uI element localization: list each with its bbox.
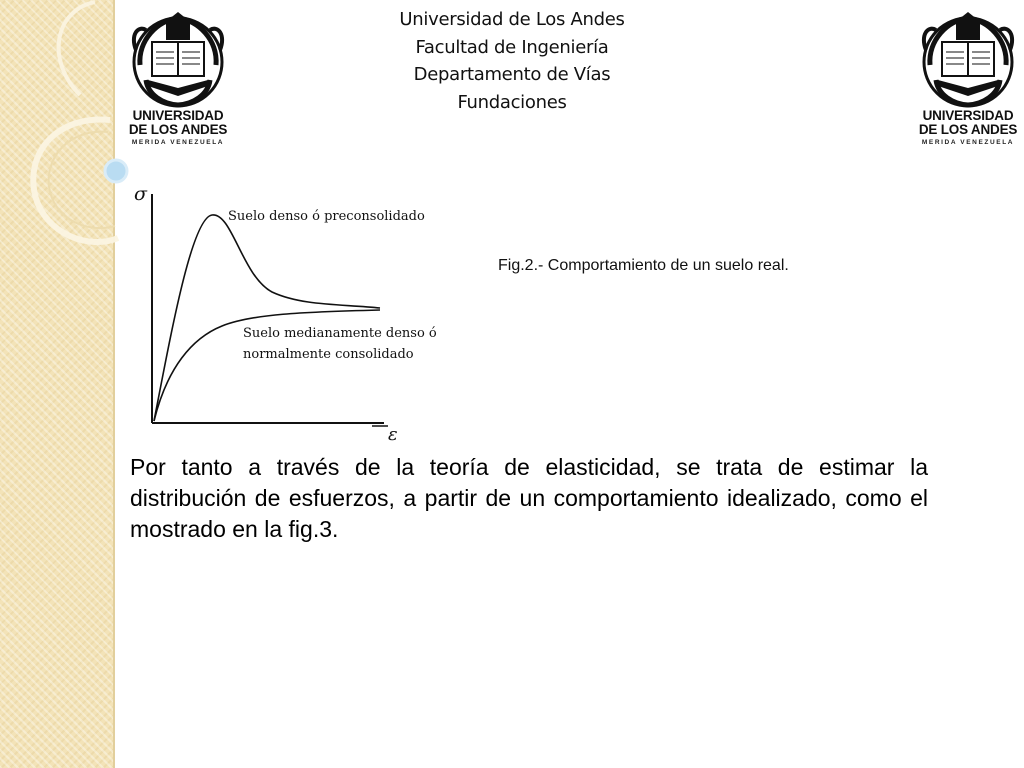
logo-line1: UNIVERSIDAD: [922, 108, 1014, 123]
logo-line3: MERIDA VENEZUELA: [921, 139, 1015, 146]
decorative-arcs: [0, 0, 140, 260]
logo-line2: DE LOS ANDES: [918, 122, 1018, 137]
accent-dot: [105, 160, 127, 182]
header-course: Fundaciones: [457, 91, 567, 113]
curve-medium-label-line1: Suelo medianamente denso ó: [243, 326, 437, 341]
header-university: Universidad de Los Andes: [399, 9, 625, 30]
curve-dense-label: Suelo denso ó preconsolidado: [228, 209, 425, 224]
logo-line3: MERIDA VENEZUELA: [131, 139, 225, 146]
y-axis-label: σ: [134, 183, 147, 205]
figure-caption: Fig.2.- Comportamiento de un suelo real.: [498, 257, 789, 274]
body-paragraph: Por tanto a través de la teoría de elasticidad, se trata de estimar la distribución de esfuerzos, a partir de un comportamiento idealizado, como el mostrado en la fig.3.: [130, 454, 928, 542]
logo-line2: DE LOS ANDES: [128, 122, 228, 137]
slide-header: [330, 6, 694, 116]
university-seal-icon: [128, 10, 228, 108]
university-logo-left: [128, 10, 228, 150]
stress-strain-figure: [132, 178, 452, 444]
header-department: Departamento de Vías: [413, 64, 611, 85]
logo-line1: UNIVERSIDAD: [132, 108, 224, 123]
university-logo-right: [918, 10, 1018, 150]
header-faculty: Facultad de Ingeniería: [415, 36, 609, 58]
curve-dense-soil: [154, 215, 380, 421]
university-seal-icon: [918, 10, 1018, 108]
x-axis-label: ε: [388, 424, 398, 444]
curve-medium-label-line2: normalmente consolidado: [243, 347, 414, 362]
